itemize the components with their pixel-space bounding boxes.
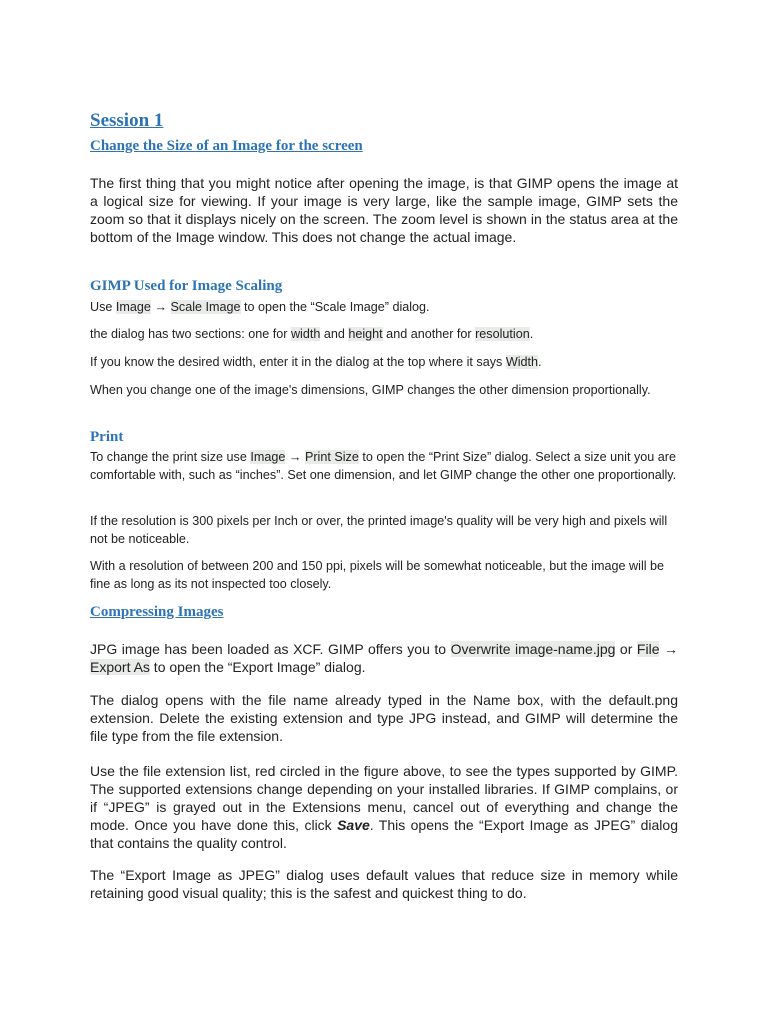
heading-change-size: Change the Size of an Image for the screen xyxy=(90,138,363,154)
para-desired-width: If you know the desired width, enter it in the dialog at the top where it says Width. xyxy=(90,355,542,369)
para-extension-list: Use the file extension list, red circled in the figure above, to see the types supported by GIMP. The supported extensions change depending on your installed libraries. If GIMP complains, or if “JPEG” is grayed out in the Extensions menu, cancel out of everything and change the mode. Once you have done this, click Save. This opens the “Export Image as JPEG” dialog that contains the quality control. xyxy=(90,763,678,851)
para-print-size: To change the print size use Image → Print Size to open the “Print Size” dialog. Select a size unit you are comfortable with, such as “inches”. Set one dimension, and let GIMP change the other one proportionally. xyxy=(90,450,677,482)
para-export-jpeg: The “Export Image as JPEG” dialog uses default values that reduce size in memory while retaining good visual quality; this is the safest and quickest thing to do. xyxy=(90,867,678,901)
heading-compressing: Compressing Images xyxy=(90,604,224,620)
heading-image-scaling: GIMP Used for Image Scaling xyxy=(90,278,283,294)
para-change-size: The first thing that you might notice after opening the image, is that GIMP opens the image at a logical size for viewing. If your image is very large, like the sample image, GIMP sets the zoom so that it displays nicely on the screen. The zoom level is shown in the status area at the bottom of the Image window. This does not change the actual image. xyxy=(90,175,678,245)
para-scale-image: Use Image → Scale Image to open the “Scale Image” dialog. xyxy=(90,300,430,314)
para-proportional: When you change one of the image's dimensions, GIMP changes the other dimension proportionally. xyxy=(90,383,651,397)
para-dialog-sections: the dialog has two sections: one for width and height and another for resolution. xyxy=(90,327,534,341)
session-title: Session 1 xyxy=(90,110,164,131)
para-dialog-opens: The dialog opens with the file name already typed in the Name box, with the default.png extension. Delete the existing extension and type JPG instead, and GIMP will determine the file type from the file extension. xyxy=(90,692,678,744)
para-jpg-loaded: JPG image has been loaded as XCF. GIMP offers you to Overwrite image-name.jpg or File → Export As to open the “Export Image” dialog. xyxy=(90,641,679,675)
heading-print: Print xyxy=(90,429,124,445)
para-resolution-200: With a resolution of between 200 and 150 ppi, pixels will be somewhat noticeable, but the image will be fine as long as its not inspected too closely. xyxy=(90,559,665,591)
para-resolution-300: If the resolution is 300 pixels per Inch or over, the printed image's quality will be very high and pixels will not be noticeable. xyxy=(90,514,668,546)
